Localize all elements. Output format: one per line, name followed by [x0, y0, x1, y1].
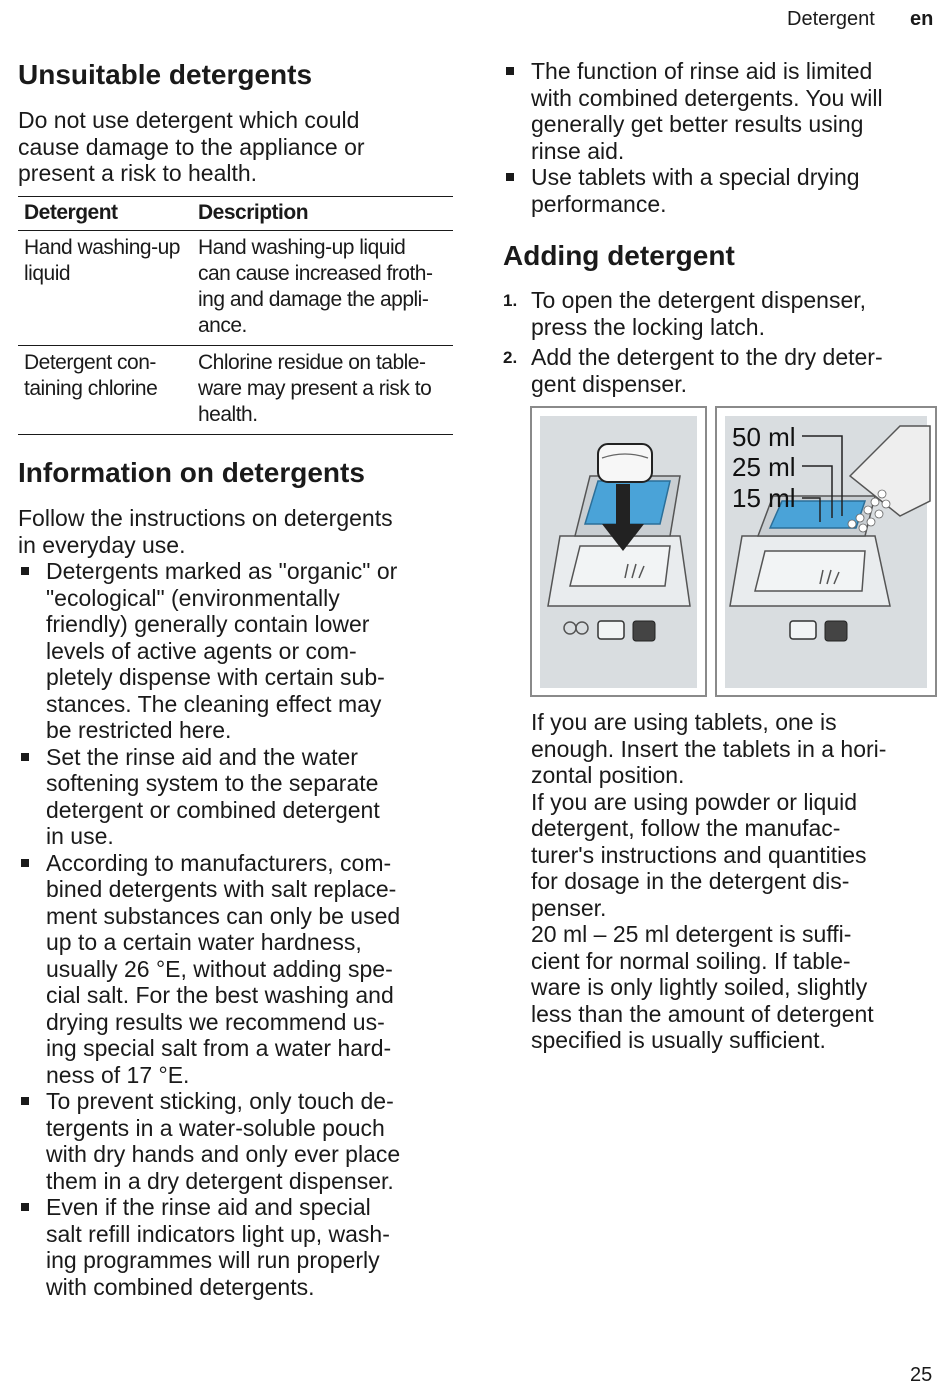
- bullet-line: Set the rinse aid and the water: [46, 743, 358, 770]
- bullet-line: be restricted here.: [46, 717, 232, 743]
- paragraph-line: penser.: [531, 894, 607, 921]
- bullet-line: ing programmes will run properly: [46, 1247, 380, 1273]
- step-line: Add the detergent to the dry deter-: [531, 344, 883, 370]
- table-cell-detergent: [18, 231, 192, 346]
- step-line: gent dispenser.: [531, 370, 688, 397]
- step-number: 1.: [503, 291, 518, 310]
- bullet-line: ness of 17 °E.: [46, 1061, 190, 1088]
- cell-line: ware may present a risk to: [198, 377, 432, 400]
- unsuitable-intro: [18, 107, 453, 187]
- cell-line: can cause increased froth-: [198, 262, 433, 285]
- list-item: [18, 850, 458, 1089]
- unsuitable-detergents-table: [18, 196, 453, 435]
- detergent-dispenser-illustration: [530, 406, 938, 698]
- intro-line: in everyday use.: [18, 531, 186, 558]
- cell-line: ing and damage the appli-: [198, 288, 429, 311]
- bullet-line: pletely dispense with certain sub-: [46, 664, 385, 690]
- table-cell-description: [192, 231, 453, 346]
- cell-line: taining chlorine: [24, 377, 158, 400]
- intro-line: present a risk to health.: [18, 160, 258, 186]
- list-item: [18, 1088, 458, 1194]
- bullet-line: salt refill indicators light up, wash-: [46, 1220, 390, 1247]
- bullet-square-icon: [506, 173, 514, 181]
- bullet-line: with combined detergents. You will: [531, 84, 883, 111]
- level-label-25ml: 25 ml: [732, 452, 796, 482]
- bullet-line: tergents in a water-soluble pouch: [46, 1114, 385, 1141]
- bullet-line: rinse aid.: [531, 137, 625, 164]
- cell-line: ance.: [198, 314, 247, 337]
- bullet-line: detergent or combined detergent: [46, 796, 380, 823]
- bullet-square-icon: [506, 67, 514, 75]
- bullet-line: Use tablets with a special drying: [531, 164, 860, 190]
- table-row: [18, 231, 453, 346]
- bullet-line: with combined detergents.: [46, 1273, 315, 1300]
- information-on-detergents-heading: Information on detergents: [18, 457, 365, 488]
- bullet-square-icon: [21, 1203, 29, 1211]
- level-label-50ml: 50 ml: [732, 422, 796, 452]
- list-item: [503, 344, 943, 397]
- bullet-square-icon: [21, 1097, 29, 1105]
- intro-line: cause damage to the appliance or: [18, 133, 365, 160]
- list-item: [503, 164, 943, 217]
- bullet-line: Detergents marked as "organic" or: [46, 558, 398, 584]
- adding-detergent-steps: [503, 287, 943, 401]
- paragraph-line: If you are using tablets, one is: [531, 709, 837, 735]
- bullet-line: with dry hands and only ever place: [46, 1141, 401, 1167]
- bullet-line: up to a certain water hardness,: [46, 929, 362, 955]
- bullet-line: drying results we recommend us-: [46, 1008, 385, 1035]
- bullet-line: cial salt. For the best washing and: [46, 982, 394, 1008]
- column-header-description: Description: [192, 197, 453, 231]
- bullet-line: stances. The cleaning effect may: [46, 690, 382, 717]
- bullet-line: usually 26 °E, without adding spe-: [46, 955, 393, 982]
- bullet-line: them in a dry detergent dispenser.: [46, 1167, 394, 1194]
- bullet-line: To prevent sticking, only touch de-: [46, 1088, 394, 1114]
- intro-line: Do not use detergent which could: [18, 107, 360, 133]
- bullet-line: According to manufacturers, com-: [46, 849, 392, 876]
- paragraph-line: 20 ml – 25 ml detergent is suffi-: [531, 921, 852, 947]
- paragraph-line: cient for normal soiling. If table-: [531, 947, 851, 974]
- dosage-instructions: [531, 709, 941, 1054]
- list-item: [18, 744, 458, 850]
- information-bullet-list: [18, 558, 458, 1300]
- bullet-line: generally get better results using: [531, 111, 864, 137]
- step-number: 2.: [503, 348, 518, 367]
- cell-line: Detergent con-: [24, 351, 156, 374]
- adding-detergent-heading: Adding detergent: [503, 240, 735, 271]
- bullet-line: performance.: [531, 190, 667, 217]
- paragraph-line: specified is usually sufficient.: [531, 1027, 826, 1053]
- running-header-language: en: [910, 8, 934, 30]
- running-header-section: Detergent: [787, 8, 875, 30]
- cell-line: Hand washing-up: [24, 236, 180, 259]
- paragraph-line: ware is only lightly soiled, slightly: [531, 974, 868, 1000]
- bullet-line: friendly) generally contain lower: [46, 611, 370, 637]
- paragraph-line: zontal position.: [531, 762, 685, 788]
- list-item: [18, 558, 458, 744]
- combined-detergent-bullet-list: [503, 58, 943, 217]
- list-item: [503, 287, 943, 340]
- paragraph-line: If you are using powder or liquid: [531, 788, 858, 815]
- paragraph-line: turer's instructions and quantities: [531, 841, 867, 868]
- cell-line: liquid: [24, 262, 71, 285]
- bullet-square-icon: [21, 567, 29, 575]
- paragraph-line: detergent, follow the manufac-: [531, 815, 841, 841]
- table-row: [18, 346, 453, 435]
- bullet-line: bined detergents with salt replace-: [46, 876, 397, 902]
- unsuitable-detergents-heading: Unsuitable detergents: [18, 59, 313, 90]
- bullet-line: in use.: [46, 823, 114, 849]
- bullet-square-icon: [21, 753, 29, 761]
- bullet-line: Even if the rinse aid and special: [46, 1194, 371, 1220]
- bullet-line: "ecological" (environmentally: [46, 584, 340, 611]
- bullet-line: ment substances can only be used: [46, 902, 401, 929]
- tablet-insertion-panel: [531, 407, 706, 696]
- information-intro: [18, 505, 453, 558]
- cell-line: Hand washing-up liquid: [198, 236, 406, 259]
- table-header-row: [18, 197, 453, 231]
- paragraph-line: enough. Insert the tablets in a hori-: [531, 735, 887, 762]
- column-header-detergent: Detergent: [18, 197, 192, 231]
- cell-line: Chlorine residue on table-: [198, 351, 426, 374]
- step-line: To open the detergent dispenser,: [531, 287, 867, 313]
- list-item: [18, 1194, 458, 1300]
- step-line: press the locking latch.: [531, 313, 765, 340]
- list-item: [503, 58, 943, 164]
- table-cell-description: [192, 346, 453, 435]
- page-number: 25: [910, 1364, 933, 1386]
- cell-line: health.: [198, 403, 258, 426]
- bullet-line: ing special salt from a water hard-: [46, 1035, 392, 1061]
- powder-dosing-panel: [716, 407, 936, 696]
- bullet-square-icon: [21, 859, 29, 867]
- bullet-line: levels of active agents or com-: [46, 637, 357, 664]
- intro-line: Follow the instructions on detergents: [18, 505, 393, 531]
- paragraph-line: less than the amount of detergent: [531, 1000, 874, 1027]
- paragraph-line: for dosage in the detergent dis-: [531, 868, 850, 894]
- level-label-15ml: 15 ml: [732, 483, 796, 513]
- bullet-line: softening system to the separate: [46, 770, 379, 796]
- table-cell-detergent: [18, 346, 192, 435]
- bullet-line: The function of rinse aid is limited: [531, 58, 873, 84]
